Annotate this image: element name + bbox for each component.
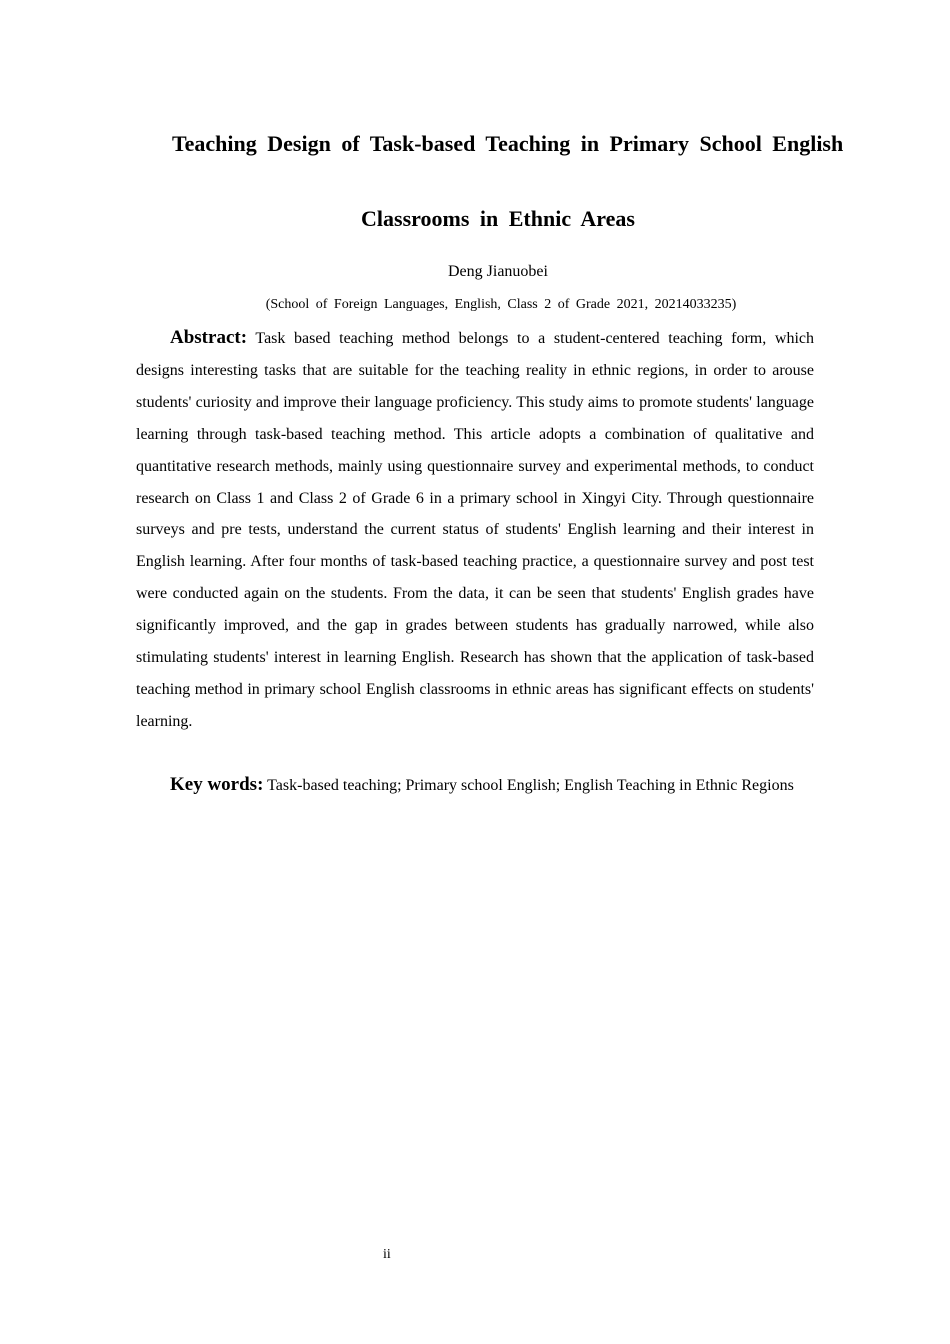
abstract-paragraph [136, 322, 814, 738]
keywords-text: Task-based teaching; Primary school English; English Teaching in Ethnic Regions [267, 777, 794, 794]
abstract-label: Abstract: [170, 327, 248, 348]
keywords-label: Key words: [170, 774, 264, 795]
abstract-text: Task based teaching method belongs to a student-centered teaching form, which designs interesting tasks that are suitable for the teaching reality in ethnic regions, in order to arouse students' curiosity and improve their language proficiency. This study aims to promote students' language learning through task-based teaching method. This article adopts a combination of qualitative and quantitative research methods, mainly using questionnaire survey and experimental methods, to conduct research on Class 1 and Class 2 of Grade 6 in a primary school in Xingyi City. Through questionnaire surveys and pre tests, understand the current status of students' English learning and their interest in English learning. After four months of task-based teaching practice, a questionnaire survey and post test were conducted again on the students. From the data, it can be seen that students' English grades have significantly improved, and the gap in grades between students has gradually narrowed, while also stimulating students' interest in learning English. Research has shown that the application of task-based teaching method in primary school English classrooms in ethnic areas has significant effects on students' learning. [136, 330, 815, 730]
author-affiliation: (School of Foreign Languages, English, Class 2 of Grade 2021, 20214033235) [265, 297, 737, 312]
paper-title-line-2: Classrooms in Ethnic Areas [361, 206, 635, 231]
paper-title-line-1: Teaching Design of Task-based Teaching in Primary School English [172, 131, 844, 156]
page-number: ii [383, 1247, 391, 1262]
author-name: Deng Jianuobei [448, 263, 548, 280]
keywords-paragraph [136, 769, 814, 802]
